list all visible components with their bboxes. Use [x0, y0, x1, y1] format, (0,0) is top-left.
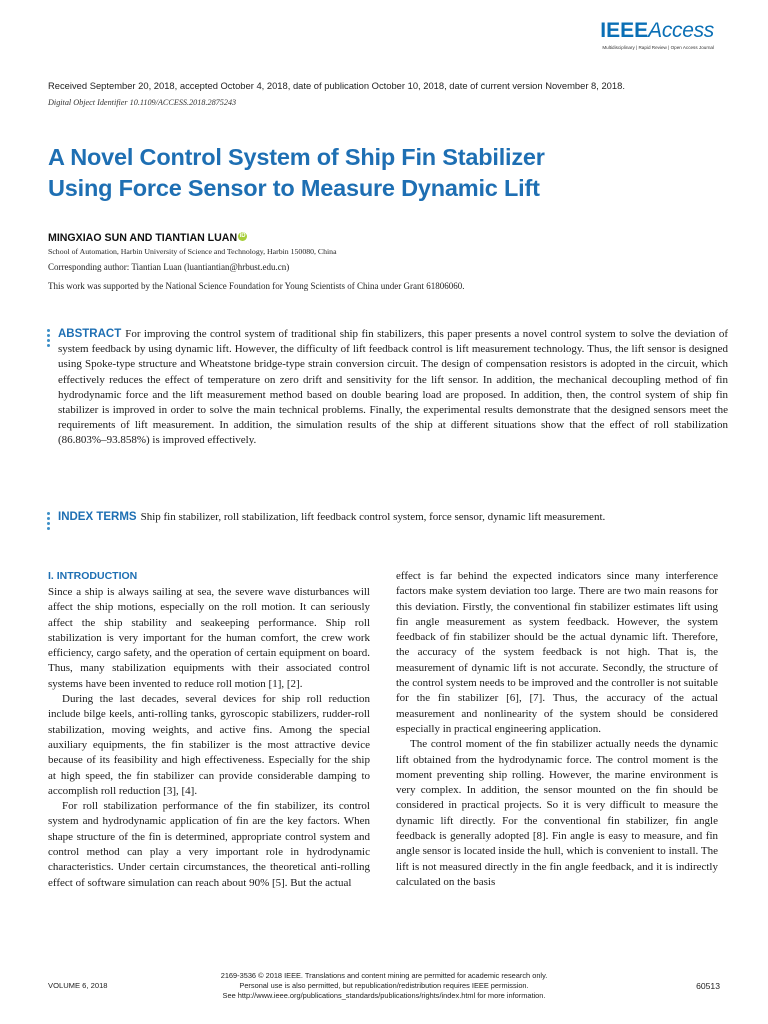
- paper-title-line-1: A Novel Control System of Ship Fin Stabilizer: [48, 144, 545, 170]
- index-terms-text: Ship fin stabilizer, roll stabilization, lift feedback control system, force sensor, dynamic lift measurement.: [140, 511, 606, 523]
- footer-copyright: [150, 971, 618, 1001]
- copyright-line-3[interactable]: See http://www.ieee.org/publications_standards/publications/rights/index.html for more information.: [222, 991, 546, 1000]
- affiliation: School of Automation, Harbin University of Science and Technology, Harbin 150080, China: [48, 247, 337, 256]
- received-dates: Received September 20, 2018, accepted October 4, 2018, date of publication October 10, 2018, date of current version November 8, 2018.: [48, 80, 625, 91]
- abstract-text: For improving the control system of traditional ship fin stabilizers, this paper presents a novel control system to solve the deviation of system feedback by using dynamic lift. However, the difficulty of lift feedback control is lift measurement technology. Thus, the lift sensor is designed using Spoke-type structure and Wheatstone bridge-type strain conversion circuit. The design of compensation resistors is adopted in the circuit, which effectively reduces the effect of temperature on zero drift and sensitivity for the lift sensor. In addition, the mechanical decoupling method of fin hydrodynamic force and the lift measurement method based on double bearing load are proposed. In addition, then, the control system of ship fin stabilizer is improved in order to solve the main technical problems. Finally, the experimental results demonstrate that the designed sensors meet the requirements of lift measurement. In addition, the simulation results of the ship at different situations show that the effect of roll stabilization (86.803%–93.858%) is improved effectively.: [58, 328, 728, 447]
- orcid-icon[interactable]: iD: [239, 233, 246, 239]
- logo-brand-bold: IEEE: [600, 19, 649, 42]
- doi-line[interactable]: Digital Object Identifier 10.1109/ACCESS.2018.2875243: [48, 98, 237, 107]
- funding-statement: This work was supported by the National Science Foundation for Young Scientists of China under Grant 61806060.: [48, 281, 465, 291]
- abstract-block: [58, 327, 728, 449]
- body-left-column: [48, 569, 370, 891]
- section-heading-introduction: I. INTRODUCTION: [48, 570, 138, 582]
- paragraph: Since a ship is always sailing at sea, the severe wave disturbances will affect the ship motions, especially on the roll motion. It can seriously affect the ship stability and seakeeping performance. Ship roll stabilization is very important for the human comfort, the crew work efficiency, cargo safety, and the operation of certain equipment on board. Thus, many stabilization equipments with their associated control systems have been invented to reduce roll motion [1], [2].: [48, 586, 370, 690]
- logo-brand-italic: Access: [648, 19, 714, 42]
- footer-volume: VOLUME 6, 2018: [48, 981, 108, 990]
- paragraph: effect is far behind the expected indicators since many interference factors make system deviation too large. There are two main reasons for this deviation. Firstly, the conventional fin stabilizer estimates lift using fin angle measurement as system feedback. However, the system feedback of fin stabilizer should be the actual dynamic lift. Therefore, the accuracy of the system feedback is not high. That is, the measurement of dynamic lift is not accurate. Secondly, the structure of the control system needs to be improved and the controller is not suitable for the fin stabilizer [6], [7]. Thus, the accuracy of the actual measurement and nonlinearity of the system should be considered especially in practical engineering application.: [396, 570, 718, 735]
- index-terms-block: [58, 510, 728, 525]
- abstract-marker-icon: [47, 329, 50, 349]
- journal-logo: [584, 20, 714, 50]
- copyright-line-2: Personal use is also permitted, but republication/redistribution requires IEEE permission.: [239, 981, 529, 990]
- index-terms-heading: INDEX TERMS: [58, 511, 137, 523]
- abstract-heading: ABSTRACT: [58, 328, 122, 340]
- footer-page-number: 60513: [696, 981, 720, 991]
- paper-title: [48, 142, 728, 204]
- paragraph: For roll stabilization performance of the fin stabilizer, its control system and hydrodynamic application of fin are the key factors. When shape structure of the fin is determined, appropriate control system and control method can play a very important role in hydrodynamic characteristics. Under certain circumstances, the theoretical anti-rolling effect of software simulation can reach about 90% [5]. But the actual: [48, 800, 370, 889]
- logo-tagline: Multidisciplinary | Rapid Review | Open Access Journal: [602, 45, 714, 50]
- body-right-column: [396, 569, 718, 890]
- copyright-line-1: 2169-3536 © 2018 IEEE. Translations and content mining are permitted for academic research only.: [220, 971, 548, 980]
- paragraph: During the last decades, several devices for ship roll reduction include bilge keels, anti-rolling tanks, gyroscopic stabilizers, rudder-roll stabilization, moving weights, and active fins. Among the special auxiliary equipments, the fin stabilizer is the most attractive device because of its feasibility and high effectiveness. Especially for the ship at high speed, the fin stabilizer can provide considerable damping to accomplish roll reduction [3], [4].: [48, 693, 370, 797]
- author-names: MINGXIAO SUN AND TIANTIAN LUAN: [48, 232, 238, 244]
- paper-title-line-2: Using Force Sensor to Measure Dynamic Lift: [48, 175, 540, 201]
- index-terms-marker-icon: [47, 512, 50, 532]
- paragraph: The control moment of the fin stabilizer actually needs the dynamic lift obtained from the hydrodynamic force. The control moment is the moment preventing ship rolling. However, the marine environment is very complex. In addition, the sensor mounted on the fin should be considered in practical projects. So it is very difficult to measure the dynamic lift directly. For the conventional fin stabilizer, fin angle feedback is generally adopted [8]. Fin angle is easy to measure, and fin angle sensor is located inside the hull, which is convenient to install. The lift is not measured directly in the fin angle feedback, and it is indirectly calculated on the basis: [396, 738, 718, 888]
- logo-wordmark: [584, 20, 714, 42]
- corresponding-author: Corresponding author: Tiantian Luan (luantiantian@hrbust.edu.cn): [48, 262, 290, 272]
- author-list: [48, 232, 247, 244]
